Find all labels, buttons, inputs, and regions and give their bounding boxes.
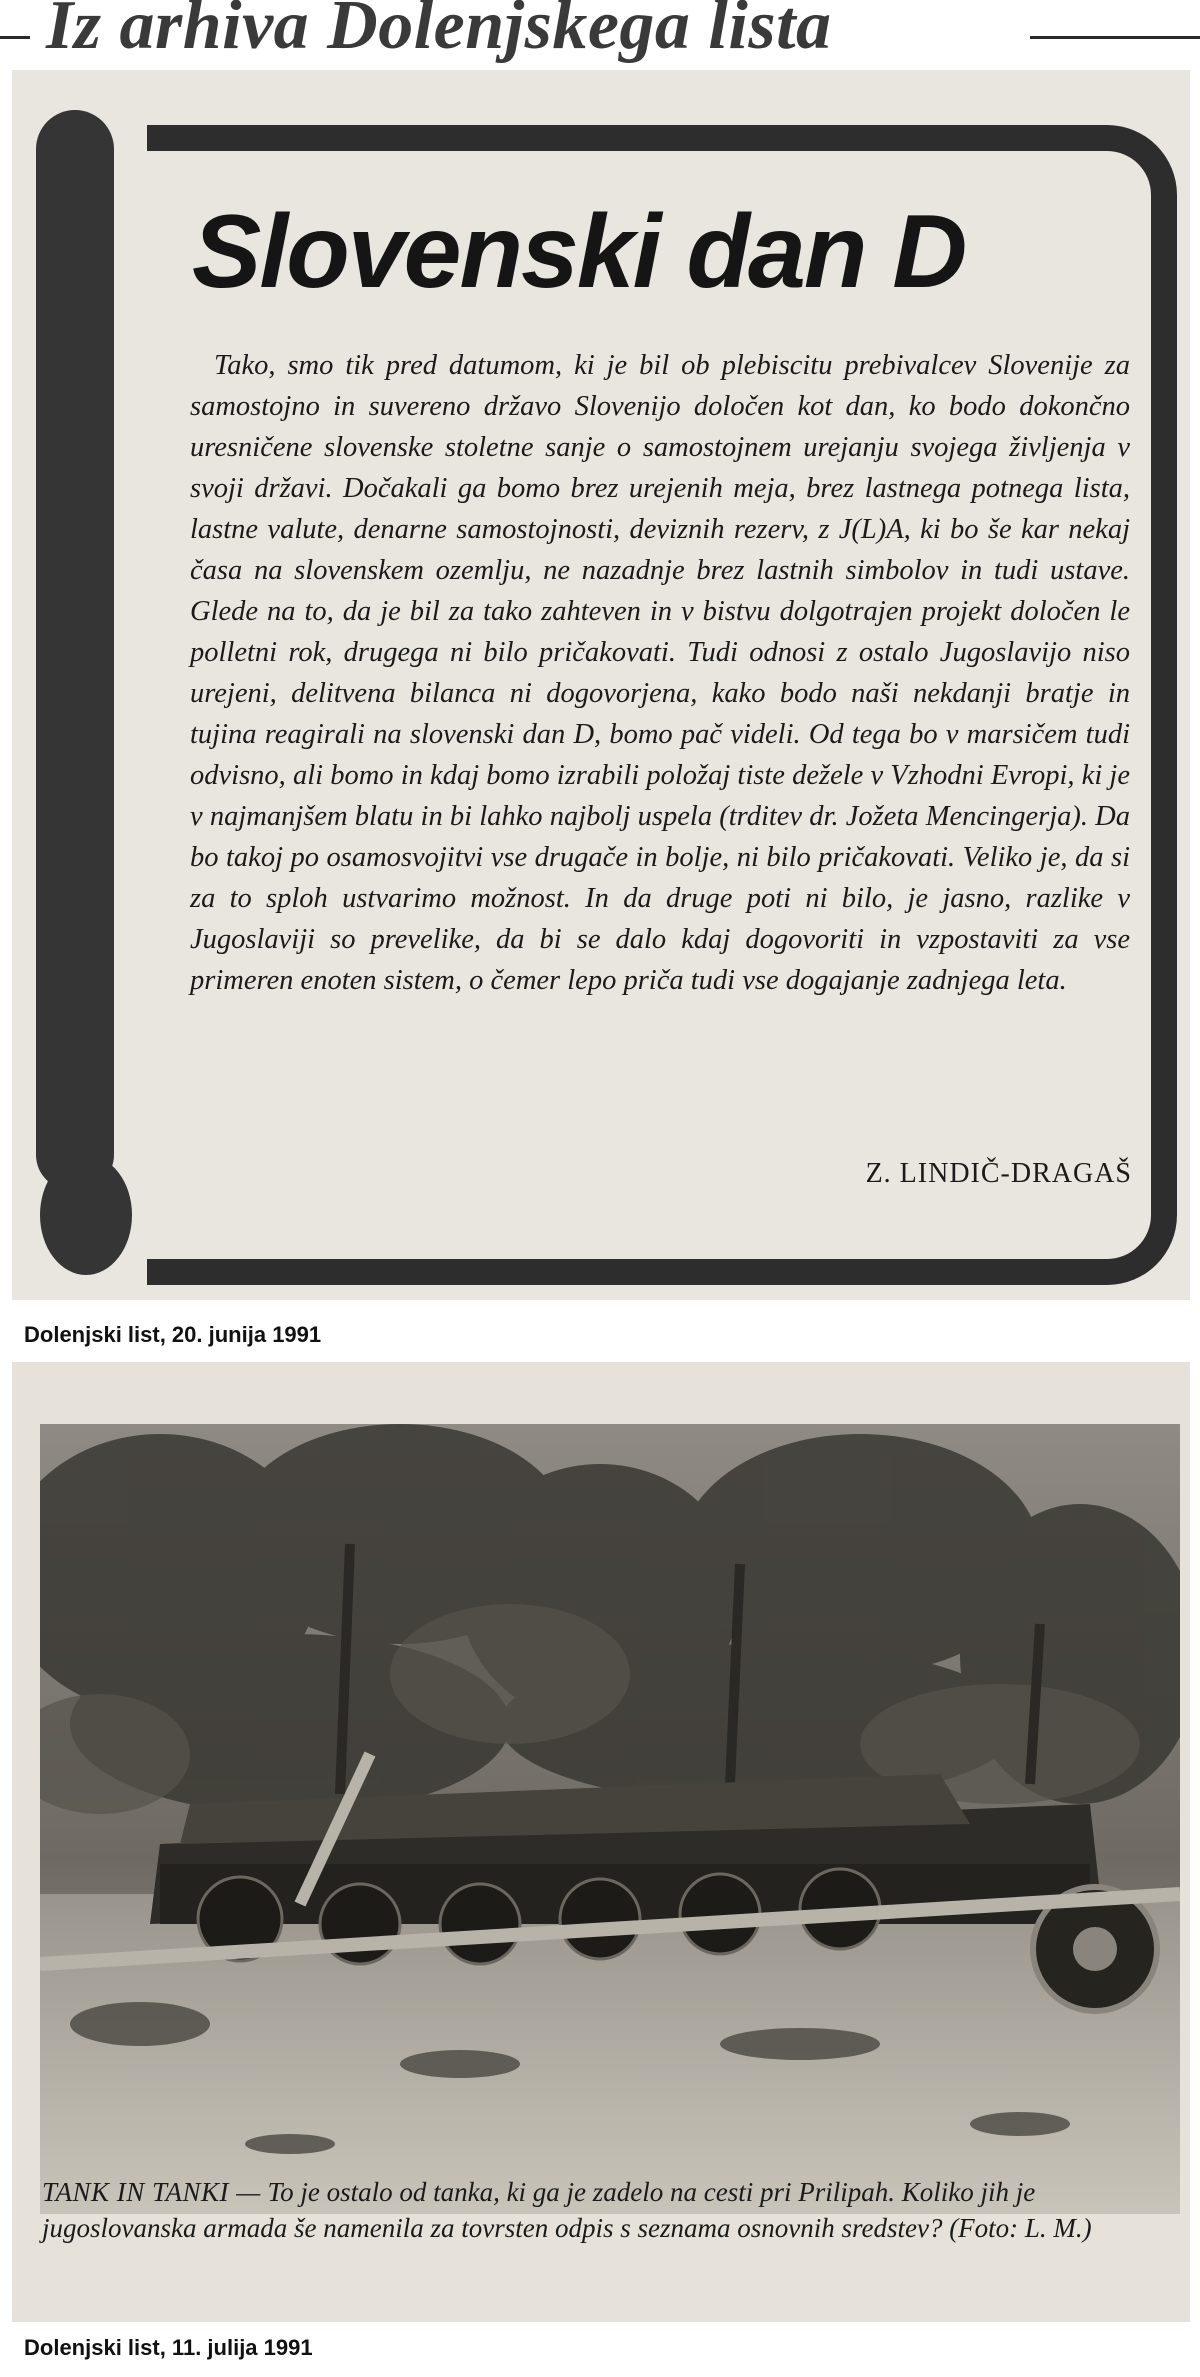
article-headline: Slovenski dan D xyxy=(192,194,966,310)
article-source: Dolenjski list, 20. junija 1991 xyxy=(24,1322,322,1347)
article-byline: Z. LINDIČ-DRAGAŠ xyxy=(865,1158,1132,1189)
photo-caption-text: To je ostalo od tanka, ki ga je zadelo na cesti pri Prilipah. Koliko jih je jugoslovanska armada še namenila za tovrsten odpis s seznama osnovnih sredstev? (Foto: L. M.) xyxy=(42,2177,1092,2243)
article-clipping xyxy=(12,70,1190,1300)
tank-wreck-photo xyxy=(40,1424,1180,2214)
header-rule-right xyxy=(1030,36,1200,39)
photo-source: Dolenjski list, 11. julija 1991 xyxy=(24,2335,313,2360)
photo-caption xyxy=(42,2174,1182,2246)
article-body: Tako, smo tik pred datumom, ki je bil ob plebiscitu prebivalcev Slovenije za samostojno in suvereno državo Slovenijo določen kot dan, ko bodo dokončno uresničene slovenske stoletne sanje o samostojnem urejanju svojega življenja v svoji državi. Dočakali ga bomo brez urejenih meja, brez lastnega potnega lista, lastne valute, denarne samostojnosti, deviznih rezerv, z J(L)A, ki bo še kar nekaj časa na slovenskem ozemlju, ne nazadnje brez lastnih simbolov in tudi ustave. Glede na to, da je bil za tako zahteven in v bistvu dolgotrajen projekt določen le polletni rok, drugega ni bilo pričakovati. Tudi odnosi z ostalo Jugoslavijo niso urejeni, delitvena bilanca ni dogovorjena, kako bodo naši nekdanji bratje in tujina reagirali na slovenski dan D, bomo pač videli. Od tega bo v marsičem tudi odvisno, ali bomo in kdaj bomo izrabili položaj tiste dežele v Vzhodni Evropi, ki je v najmanjšem blatu in bi lahko najbolj uspela (trditev dr. Jožeta Mencingerja). Da bo takoj po osamosvojitvi vse drugače in bolje, ni bilo pričakovati. Veliko je, da si za to sploh ustvarimo možnost. In da druge poti ni bilo, je jasno, razlike v Jugoslaviji so prevelike, da bi se dalo kdaj dogovoriti in vzpostaviti za vse primeren enoten sistem, o čemer lepo priča tudi vse dogajanje zadnjega leta. xyxy=(190,350,1130,996)
header-rule-left xyxy=(0,36,30,39)
archive-header xyxy=(0,0,1200,70)
exclamation-dot xyxy=(40,1155,132,1275)
photo-caption-lead: TANK IN TANKI — xyxy=(42,2177,261,2207)
exclamation-bar xyxy=(36,110,114,1190)
photo-clipping xyxy=(12,1362,1190,2322)
archive-title: Iz arhiva Dolenjskega lista xyxy=(46,0,832,64)
